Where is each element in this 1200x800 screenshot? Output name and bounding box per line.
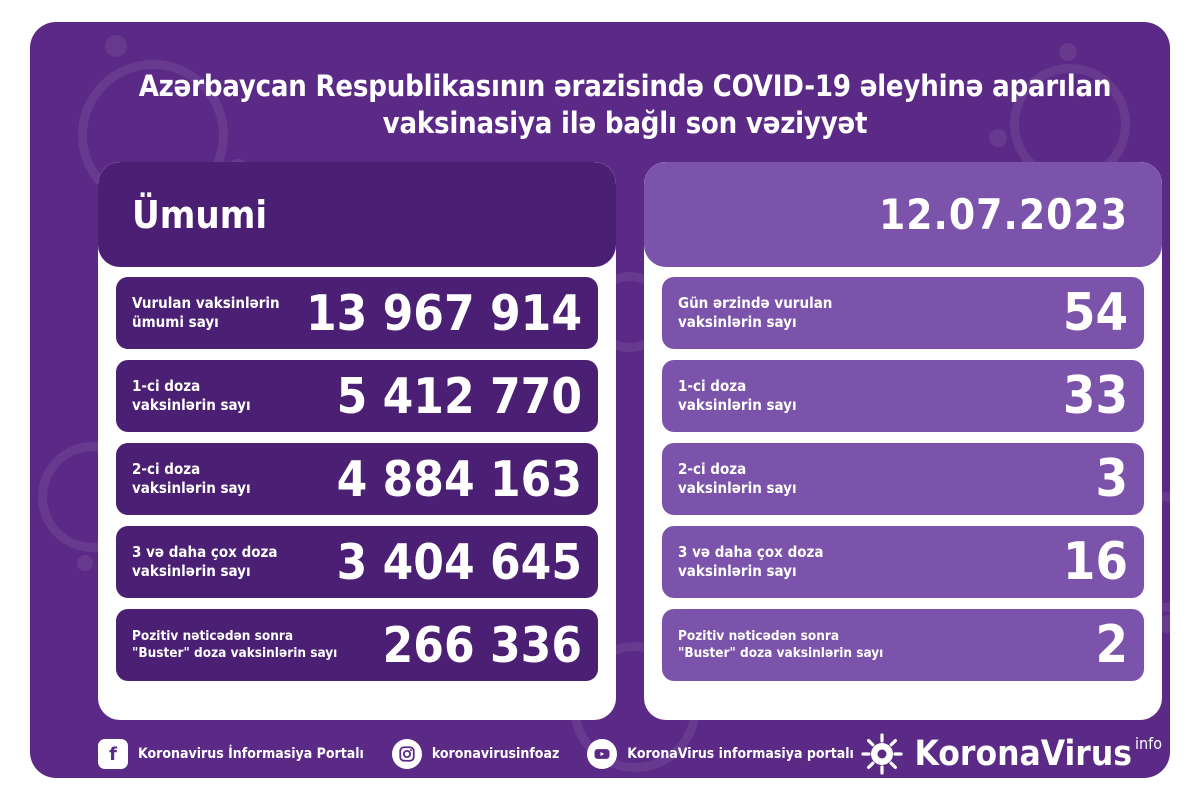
row-label-line2: vaksinlərin sayı bbox=[132, 562, 251, 580]
virus-sun-icon bbox=[860, 732, 904, 776]
row-value: 4 884 163 bbox=[336, 450, 582, 508]
instagram-icon bbox=[392, 739, 422, 769]
brand-name: KoronaVirus bbox=[914, 734, 1132, 774]
row-label bbox=[678, 377, 797, 415]
row-label bbox=[678, 543, 823, 581]
table-row bbox=[116, 360, 598, 432]
row-label-line1: 1-ci doza bbox=[678, 377, 747, 396]
table-row bbox=[662, 526, 1144, 598]
panel-daily bbox=[644, 162, 1162, 720]
panel-daily-header bbox=[644, 162, 1162, 267]
row-label bbox=[678, 460, 797, 498]
row-label-line2: vaksinlərin sayı bbox=[678, 562, 797, 580]
panel-daily-rows bbox=[644, 267, 1162, 695]
table-row bbox=[116, 609, 598, 681]
panel-total-rows bbox=[98, 267, 616, 695]
social-facebook-label: Koronavirus İnformasiya Portalı bbox=[138, 746, 364, 762]
row-label-line2: "Buster" doza vaksinlərin sayı bbox=[678, 645, 884, 661]
panel-total-heading: Ümumi bbox=[132, 192, 268, 237]
panel-daily-heading: 12.07.2023 bbox=[878, 190, 1128, 239]
row-label bbox=[678, 294, 832, 332]
row-label-line2: vaksinlərin sayı bbox=[132, 479, 251, 497]
row-value: 2 bbox=[1095, 615, 1128, 675]
table-row bbox=[116, 526, 598, 598]
facebook-icon bbox=[98, 739, 128, 769]
youtube-icon bbox=[587, 739, 617, 769]
row-label-line2: ümumi sayı bbox=[132, 313, 219, 331]
social-instagram-label: koronavirusinfoaz bbox=[431, 746, 560, 762]
row-value: 16 bbox=[1062, 532, 1128, 592]
table-row bbox=[662, 360, 1144, 432]
row-value: 13 967 914 bbox=[305, 284, 582, 342]
row-label-line2: vaksinlərin sayı bbox=[132, 396, 251, 414]
row-value: 266 336 bbox=[382, 616, 582, 674]
row-value: 54 bbox=[1062, 283, 1128, 343]
row-label bbox=[132, 460, 251, 498]
row-value: 5 412 770 bbox=[336, 367, 582, 425]
page-title: Azərbaycan Respublikasının ərazisində COVID-19 əleyhinə aparılan vaksinasiya ilə bağlı son vəziyyət bbox=[138, 69, 1112, 141]
row-label-line1: Pozitiv nəticədən sonra bbox=[132, 628, 294, 645]
social-instagram[interactable] bbox=[392, 739, 559, 769]
table-row bbox=[116, 443, 598, 515]
row-label-line2: vaksinlərin sayı bbox=[678, 313, 797, 331]
row-label-line1: 2-ci doza bbox=[678, 460, 747, 479]
facebook-glyph: f bbox=[109, 743, 117, 765]
row-label bbox=[132, 294, 280, 332]
row-value: 3 bbox=[1095, 449, 1128, 509]
row-label-line1: Pozitiv nəticədən sonra bbox=[678, 628, 840, 645]
row-label-line2: "Buster" doza vaksinlərin sayı bbox=[132, 645, 338, 661]
social-facebook[interactable] bbox=[98, 739, 364, 769]
row-label bbox=[678, 628, 883, 662]
social-youtube[interactable] bbox=[587, 739, 854, 769]
row-label-line2: vaksinlərin sayı bbox=[678, 396, 797, 414]
panel-total bbox=[98, 162, 616, 720]
row-label-line1: 2-ci doza bbox=[132, 460, 201, 479]
row-label-line1: 1-ci doza bbox=[132, 377, 201, 396]
row-label-line1: Gün ərzində vurulan bbox=[678, 294, 833, 313]
row-label bbox=[132, 377, 251, 415]
table-row bbox=[662, 609, 1144, 681]
row-label bbox=[132, 628, 337, 662]
row-label-line1: 3 və daha çox doza bbox=[678, 543, 824, 562]
social-youtube-label: KoronaVirus informasiya portalı bbox=[627, 746, 854, 762]
poster-card bbox=[30, 22, 1170, 778]
row-value: 33 bbox=[1062, 366, 1128, 426]
row-label-line1: 3 və daha çox doza bbox=[132, 543, 278, 562]
brand-logo bbox=[860, 728, 1162, 778]
footer bbox=[98, 728, 1162, 778]
row-label-line1: Vurulan vaksinlərin bbox=[132, 294, 280, 313]
row-value: 3 404 645 bbox=[336, 533, 582, 591]
table-row bbox=[662, 443, 1144, 515]
row-label bbox=[132, 543, 277, 581]
brand-suffix: info bbox=[1135, 734, 1162, 753]
table-row bbox=[116, 277, 598, 349]
panel-total-header bbox=[98, 162, 616, 267]
table-row bbox=[662, 277, 1144, 349]
row-label-line2: vaksinlərin sayı bbox=[678, 479, 797, 497]
